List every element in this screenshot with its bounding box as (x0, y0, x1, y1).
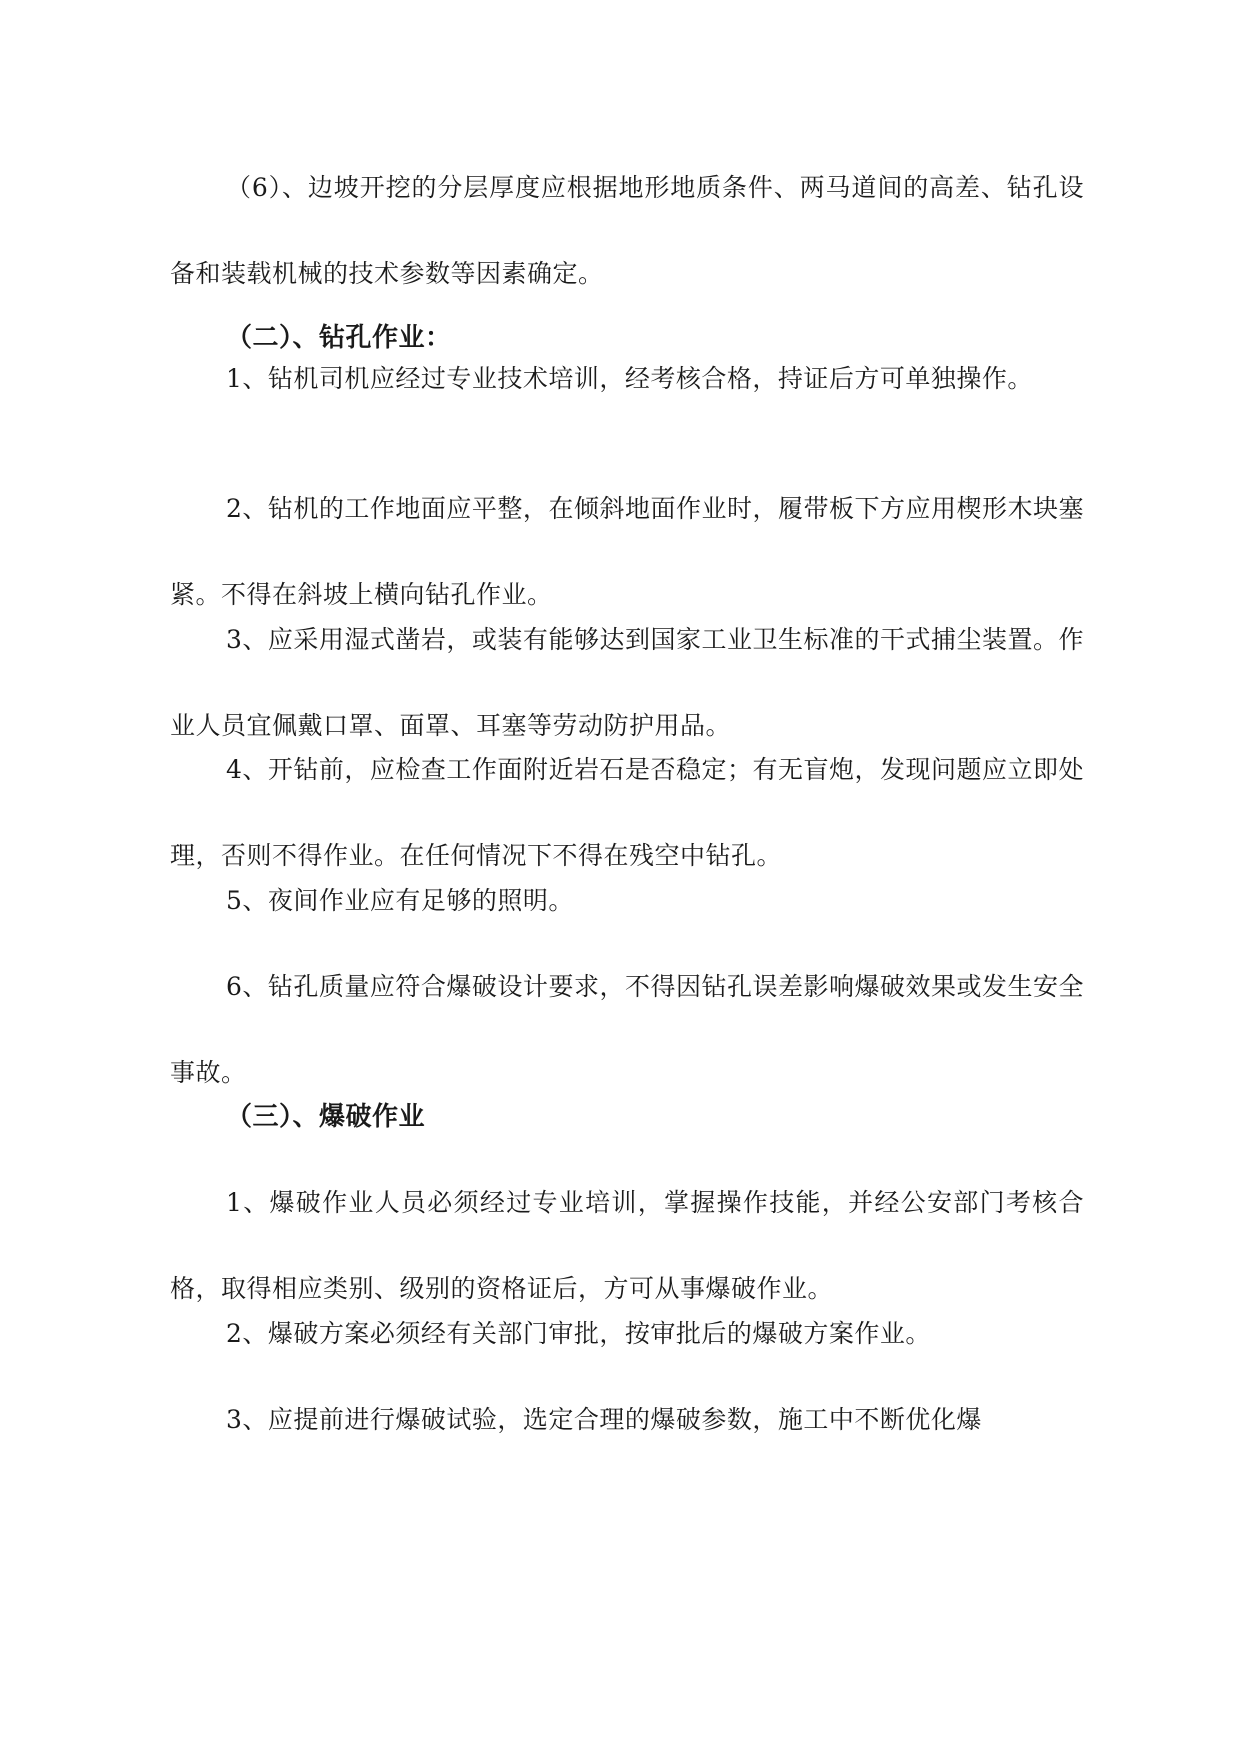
section-heading-blasting: （三）、爆破作业 (226, 1102, 426, 1132)
paragraph-drilling-3: 3、应采用湿式凿岩，或装有能够达到国家工业卫生标准的干式捕尘装置。作业人员宜佩戴口罩、面罩、耳塞等劳动防护用品。 (170, 625, 1084, 740)
paragraph-drilling-2: 2、钻机的工作地面应平整，在倾斜地面作业时，履带板下方应用楔形木块塞紧。不得在斜坡上横向钻孔作业。 (170, 494, 1084, 609)
section-heading-drilling: （二）、钻孔作业： (226, 323, 452, 353)
paragraph-drilling-6: 6、钻孔质量应符合爆破设计要求，不得因钻孔误差影响爆破效果或发生安全事故。 (170, 972, 1084, 1087)
paragraph-blasting-2: 2、爆破方案必须经有关部门审批，按审批后的爆破方案作业。 (226, 1319, 931, 1348)
paragraph-drilling-1: 1、钻机司机应经过专业技术培训，经考核合格，持证后方可单独操作。 (226, 364, 1033, 393)
paragraph-blasting-3: 3、应提前进行爆破试验，选定合理的爆破参数，施工中不断优化爆 (226, 1405, 982, 1434)
paragraph-blasting-1: 1、爆破作业人员必须经过专业培训，掌握操作技能，并经公安部门考核合格，取得相应类别、级别的资格证后，方可从事爆破作业。 (170, 1188, 1084, 1303)
paragraph-slope-excavation: （6）、边坡开挖的分层厚度应根据地形地质条件、两马道间的高差、钻孔设备和装载机械的技术参数等因素确定。 (170, 173, 1084, 288)
paragraph-drilling-4: 4、开钻前，应检查工作面附近岩石是否稳定；有无盲炮，发现问题应立即处理，否则不得作业。在任何情况下不得在残空中钻孔。 (170, 755, 1084, 870)
paragraph-drilling-5: 5、夜间作业应有足够的照明。 (226, 886, 574, 915)
